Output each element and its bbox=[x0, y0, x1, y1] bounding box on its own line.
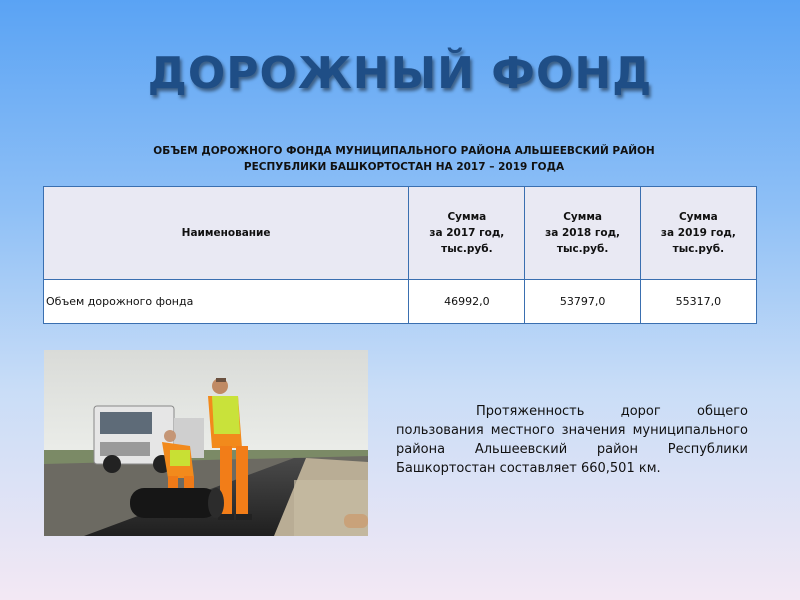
table-header-row bbox=[44, 187, 757, 280]
road-fund-table bbox=[43, 186, 757, 324]
header-2018-line-3: тыс.руб. bbox=[556, 243, 609, 255]
table-caption bbox=[100, 143, 708, 175]
cell-2019: 55317,0 bbox=[640, 280, 756, 324]
header-2019-line-2: за 2019 год, bbox=[660, 227, 736, 239]
header-name-line: Наименование bbox=[181, 227, 271, 239]
table-caption-line-1: ОБЪЕМ ДОРОЖНОГО ФОНДА МУНИЦИПАЛЬНОГО РАЙОНА АЛЬШЕЕВСКИЙ РАЙОН bbox=[153, 145, 655, 157]
road-length-text: Протяженность дорог общего пользования местного значения муниципального района Альшеевский район Республики Башкортостан составляет 660,501 км. bbox=[396, 404, 748, 476]
header-2017-line-2: за 2017 год, bbox=[429, 227, 505, 239]
header-2018-line-1: Сумма bbox=[563, 211, 602, 223]
header-2017-line-3: тыс.руб. bbox=[441, 243, 493, 255]
table-caption-line-2: РЕСПУБЛИКИ БАШКОРТОСТАН НА 2017 – 2019 ГОДА bbox=[243, 161, 565, 173]
page-title: ДОРОЖНЫЙ ФОНД bbox=[147, 48, 653, 99]
header-name bbox=[44, 187, 409, 280]
cell-2018: 53797,0 bbox=[525, 280, 640, 324]
header-2017 bbox=[409, 187, 525, 280]
header-2019-line-1: Сумма bbox=[678, 211, 718, 223]
header-2018 bbox=[525, 187, 640, 280]
cell-name: Объем дорожного фонда bbox=[44, 280, 409, 324]
cell-2017: 46992,0 bbox=[409, 280, 525, 324]
header-2018-line-2: за 2018 год, bbox=[545, 227, 621, 239]
road-workers-photo bbox=[44, 350, 368, 536]
header-2019 bbox=[640, 187, 756, 280]
header-2017-line-1: Сумма bbox=[447, 211, 487, 223]
table-row bbox=[44, 280, 757, 324]
header-2019-line-3: тыс.руб. bbox=[672, 243, 725, 255]
